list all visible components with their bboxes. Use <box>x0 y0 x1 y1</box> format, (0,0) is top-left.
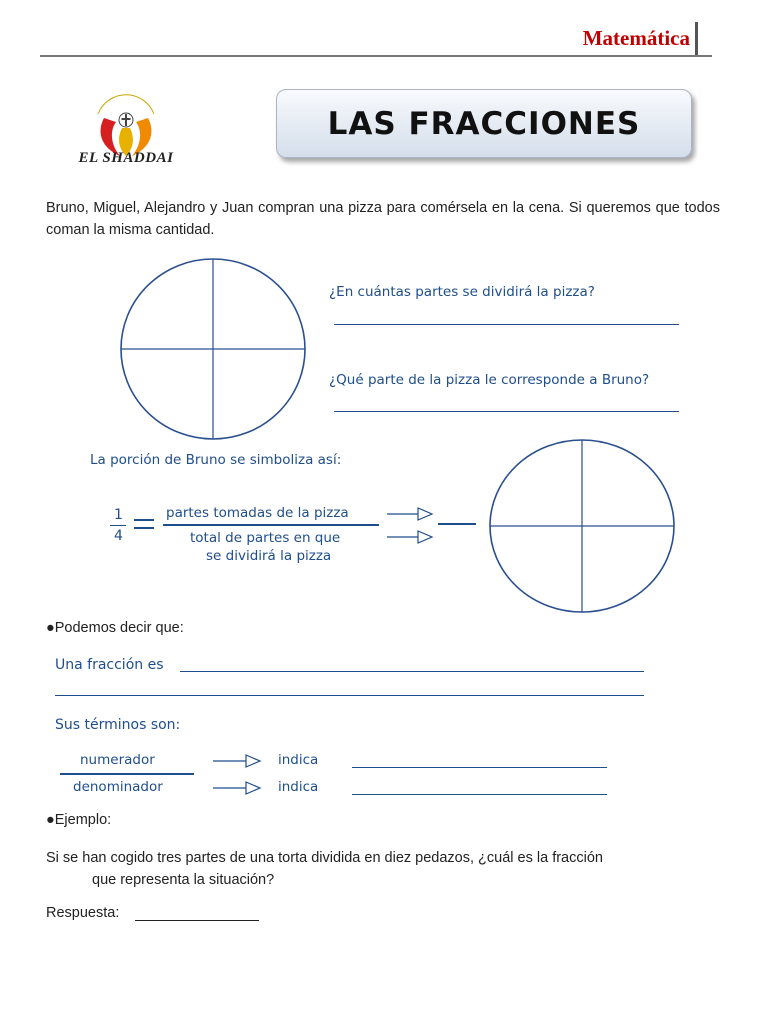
fraction-blank-bar <box>438 523 476 525</box>
pizza-circle-2 <box>487 437 677 615</box>
terms-label: Sus términos son: <box>55 717 181 733</box>
header-vertical-bar <box>695 22 698 56</box>
arrow-right-icon <box>212 752 262 770</box>
bullet-podemos: ●Podemos decir que: <box>46 620 184 636</box>
term-numerator: numerador <box>80 752 155 768</box>
arrow-right-icon <box>386 528 434 546</box>
symbol-heading: La porción de Bruno se simboliza así: <box>90 452 342 468</box>
arrow-right-icon <box>386 505 434 523</box>
equals-sign-top <box>134 519 154 521</box>
label-total-parts-1: total de partes en que <box>190 530 341 546</box>
example-line-1: Si se han cogido tres partes de una torta dividida en diez pedazos, ¿cuál es la fracción <box>46 850 603 866</box>
example-line-2: que representa la situación? <box>92 872 275 888</box>
bullet-ejemplo: ●Ejemplo: <box>46 812 112 828</box>
fraction-numerator: 1 <box>114 507 123 523</box>
question-parts: ¿En cuántas partes se dividirá la pizza? <box>329 284 595 300</box>
page-title: LAS FRACCIONES <box>327 105 641 142</box>
term-denominator: denominador <box>73 779 163 795</box>
equals-sign-bottom <box>134 527 154 529</box>
denominator-answer-line[interactable] <box>352 794 607 795</box>
answer-label: Respuesta: <box>46 905 120 921</box>
indica-denominator: indica <box>278 779 319 795</box>
answer-line-q1[interactable] <box>334 324 679 325</box>
arrow-right-icon <box>212 779 262 797</box>
definition-line-2[interactable] <box>55 695 644 696</box>
intro-paragraph: Bruno, Miguel, Alejandro y Juan compran una pizza para comérsela en la cena. Si queremos que todos coman la misma cantidad. <box>46 200 720 238</box>
school-name: EL SHADDAI <box>78 150 174 166</box>
pizza-circle-1 <box>118 256 308 442</box>
answer-input-line[interactable] <box>135 920 259 921</box>
question-bruno-share: ¿Qué parte de la pizza le corresponde a Bruno? <box>329 372 650 388</box>
answer-line-q2[interactable] <box>334 411 679 412</box>
label-divider <box>163 524 379 526</box>
fraction-bar <box>110 525 126 526</box>
numerator-answer-line[interactable] <box>352 767 607 768</box>
terms-divider <box>60 773 194 775</box>
label-total-parts-2: se dividirá la pizza <box>206 548 332 564</box>
fraction-definition-label: Una fracción es <box>55 657 164 673</box>
definition-line-1[interactable] <box>180 671 644 672</box>
label-parts-taken: partes tomadas de la pizza <box>166 505 349 521</box>
header-rule <box>40 55 712 57</box>
indica-numerator: indica <box>278 752 319 768</box>
title-banner <box>276 89 692 158</box>
subject-label: Matemática <box>582 26 690 50</box>
fraction-denominator: 4 <box>114 528 123 544</box>
example-text <box>46 847 720 891</box>
